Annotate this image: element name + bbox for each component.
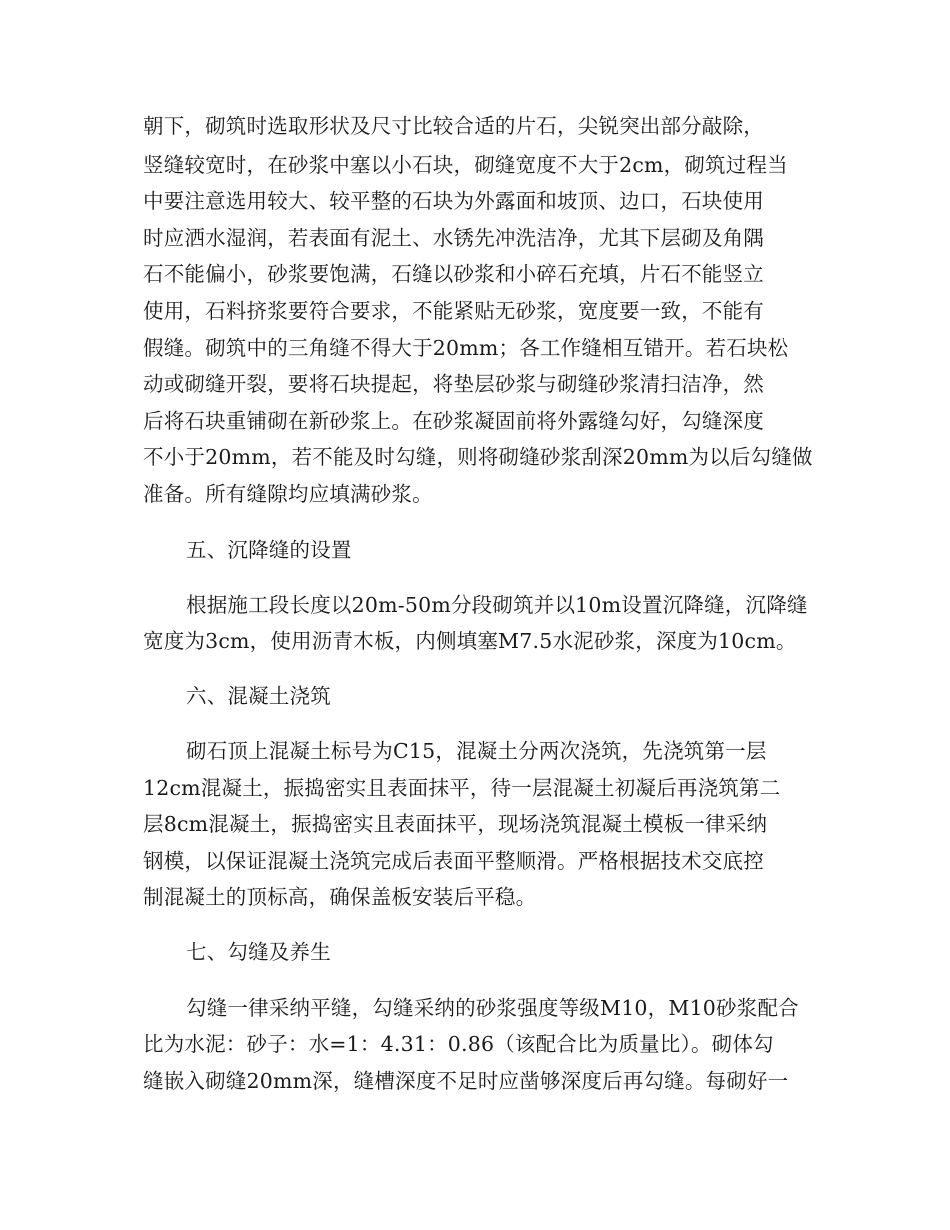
paragraph-line: 钢模，以保证混凝土浇筑完成后表面平整顺滑。严格根据技术交底控 (143, 849, 764, 873)
paragraph-line: 缝嵌入砌缝20mm深，缝槽深度不足时应凿够深度后再勾缝。每砌好一 (143, 1069, 789, 1093)
paragraph-line: 层8cm混凝土，振捣密实且表面抹平，现场浇筑混凝土模板一律采纳 (143, 812, 768, 836)
paragraph-line: 制混凝土的顶标高，确保盖板安装后平稳。 (143, 885, 537, 909)
paragraph-line: 石不能偏小，砂浆要饱满，石缝以砂浆和小碎石充填，片石不能竖立 (143, 262, 764, 286)
paragraph-line: 准备。所有缝隙均应填满砂浆。 (143, 482, 433, 506)
paragraph-line: 竖缝较宽时，在砂浆中塞以小石块，砌缝宽度不大于2cm，砌筑过程当 (143, 153, 788, 177)
paragraph-line: 12cm混凝土，振捣密实且表面抹平，待一层混凝土初凝后再浇筑第二 (143, 776, 781, 800)
section-heading: 六、混凝土浇筑 (186, 684, 331, 708)
paragraph-line: 不小于20mm，若不能及时勾缝，则将砌缝砂浆刮深20mm为以后勾缝做 (143, 445, 813, 469)
paragraph-line: 后将石块重铺砌在新砂浆上。在砂浆凝固前将外露缝勾好，勾缝深度 (143, 409, 764, 433)
section-heading: 五、沉降缝的设置 (186, 538, 352, 562)
paragraph-line: 朝下，砌筑时选取形状及尺寸比较合适的片石，尖锐突出部分敲除， (143, 114, 764, 138)
paragraph-line: 宽度为3cm，使用沥青木板，内侧填塞M7.5水泥砂浆，深度为10cm。 (143, 629, 797, 653)
paragraph-line: 使用，石料挤浆要符合要求，不能紧贴无砂浆，宽度要一致，不能有 (143, 299, 764, 323)
paragraph-line: 中要注意选用较大、较平整的石块为外露面和坡顶、边口，石块使用 (143, 189, 764, 213)
paragraph-line: 砌石顶上混凝土标号为C15，混凝土分两次浇筑，先浇筑第一层 (186, 739, 767, 763)
paragraph-line: 动或砌缝开裂，要将石块提起，将垫层砂浆与砌缝砂浆清扫洁净，然 (143, 372, 764, 396)
section-heading: 七、勾缝及养生 (186, 940, 331, 964)
paragraph-line: 根据施工段长度以20m-50m分段砌筑并以10m设置沉降缝，沉降缝 (186, 593, 808, 617)
paragraph-line: 比为水泥：砂子：水=1：4.31：0.86（该配合比为质量比）。砌体勾 (143, 1032, 774, 1056)
paragraph-line: 勾缝一律采纳平缝，勾缝采纳的砂浆强度等级M10，M10砂浆配合 (186, 996, 799, 1020)
paragraph-line: 时应洒水湿润，若表面有泥土、水锈先冲洗洁净，尤其下层砌及角隅 (143, 226, 764, 250)
paragraph-line: 假缝。砌筑中的三角缝不得大于20mm；各工作缝相互错开。若石块松 (143, 336, 789, 360)
